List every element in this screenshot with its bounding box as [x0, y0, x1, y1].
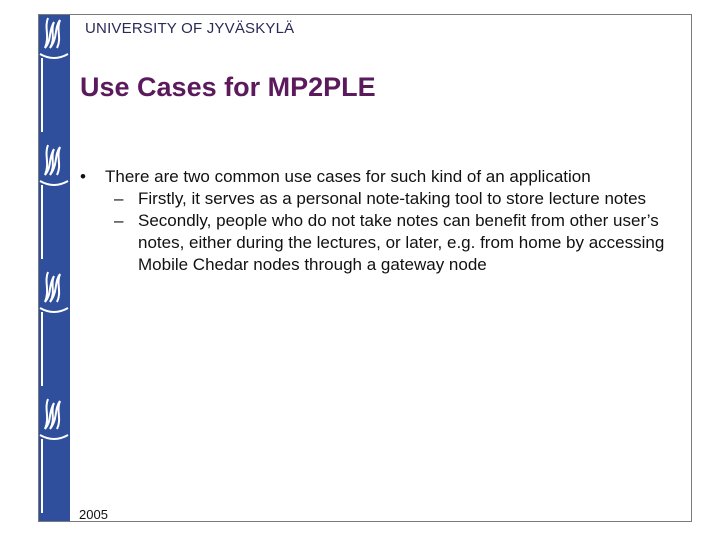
bullet-text: There are two common use cases for such kind of an application	[105, 167, 591, 186]
slide-title: Use Cases for MP2PLE	[80, 72, 376, 102]
bullet-marker: •	[80, 167, 86, 186]
sub-bullet-item	[114, 210, 680, 276]
footer-year: 2005	[79, 507, 108, 522]
bullet-item	[80, 166, 680, 188]
slide-body	[80, 166, 680, 276]
university-name: UNIVERSITY OF JYVÄSKYLÄ	[85, 20, 295, 37]
sub-bullet-text: Secondly, people who do not take notes can benefit from other user’s notes, either during the lectures, or later, e.g. from home by accessing Mobile Chedar nodes through a gateway node	[138, 211, 665, 274]
sub-bullet-marker: –	[114, 189, 124, 208]
sub-bullet-text: Firstly, it serves as a personal note-taking tool to store lecture notes	[138, 189, 647, 208]
sub-bullet-item	[114, 188, 680, 210]
sub-bullet-marker: –	[114, 211, 124, 230]
